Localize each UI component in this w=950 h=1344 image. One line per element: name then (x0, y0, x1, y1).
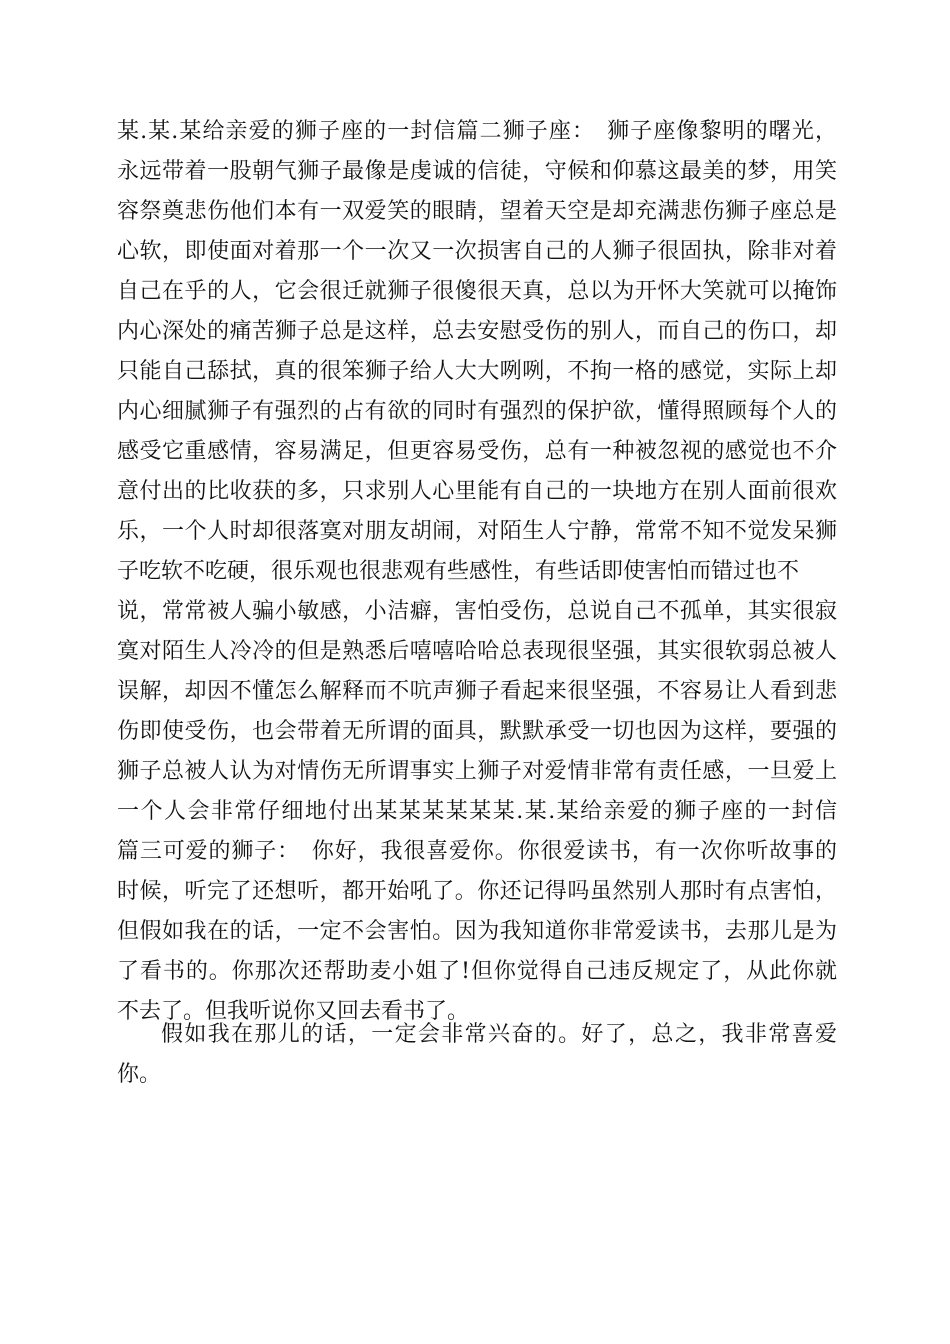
text-line: 但假如我在的话，一定不会害怕。因为我知道你非常爱读书，去那儿是为 (117, 919, 837, 944)
text-line: 不去了。但我听说你又回去看书了。 (117, 999, 470, 1024)
text-line: 某.某.某给亲爱的狮子座的一封信篇二狮子座： 狮子座像黎明的曙光， (117, 119, 837, 144)
text-line: 内心深处的痛苦狮子总是这样，总去安慰受伤的别人，而自己的伤口，却 (117, 319, 837, 344)
text-line: 容祭奠悲伤他们本有一双爱笑的眼睛，望着天空是却充满悲伤狮子座总是 (117, 199, 837, 224)
text-line: 子吃软不吃硬，很乐观也很悲观有些感性，有些话即使害怕而错过也不 (117, 559, 800, 584)
text-line: 了看书的。你那次还帮助麦小姐了!但你觉得自己违反规定了，从此你就 (117, 959, 837, 984)
text-line: 时候，听完了还想听，都开始吼了。你还记得吗虽然别人那时有点害怕， (117, 879, 837, 904)
text-line: 一个人会非常仔细地付出某某某某某某.某.某给亲爱的狮子座的一封信 (117, 799, 837, 824)
text-line: 伤即使受伤，也会带着无所谓的面具，默默承受一切也因为这样，要强的 (117, 719, 837, 744)
text-line: 感受它重感情，容易满足，但更容易受伤，总有一种被忽视的感觉也不介 (117, 439, 837, 464)
text-line: 说，常常被人骗小敏感，小洁癖，害怕受伤，总说自己不孤单，其实很寂 (117, 599, 837, 624)
paragraph-2 (117, 1015, 837, 1095)
text-line: 内心细腻狮子有强烈的占有欲的同时有强烈的保护欲，懂得照顾每个人的 (117, 399, 837, 424)
text-line: 永远带着一股朝气狮子最像是虔诚的信徒，守候和仰慕这最美的梦，用笑 (117, 159, 837, 184)
text-line: 心软，即使面对着那一个一次又一次损害自己的人狮子很固执，除非对着 (117, 239, 837, 264)
text-line: 你。 (117, 1062, 162, 1087)
text-line: 误解，却因不懂怎么解释而不吭声狮子看起来很坚强，不容易让人看到悲 (117, 679, 837, 704)
paragraph-1 (117, 112, 837, 1032)
text-line: 假如我在那儿的话，一定会非常兴奋的。好了，总之，我非常喜爱 (161, 1022, 837, 1047)
text-line: 只能自己舔拭，真的很笨狮子给人大大咧咧，不拘一格的感觉，实际上却 (117, 359, 837, 384)
text-line: 狮子总被人认为对情伤无所谓事实上狮子对爱情非常有责任感，一旦爱上 (117, 759, 837, 784)
text-line: 寞对陌生人冷冷的但是熟悉后嘻嘻哈哈总表现很坚强，其实很软弱总被人 (117, 639, 837, 664)
text-line: 乐，一个人时却很落寞对朋友胡闹，对陌生人宁静，常常不知不觉发呆狮 (117, 519, 837, 544)
text-line: 篇三可爱的狮子： 你好，我很喜爱你。你很爱读书，有一次你听故事的 (117, 839, 837, 864)
text-line: 自己在乎的人，它会很迁就狮子很傻很天真，总以为开怀大笑就可以掩饰 (117, 279, 837, 304)
text-line: 意付出的比收获的多，只求别人心里能有自己的一块地方在别人面前很欢 (117, 479, 837, 504)
